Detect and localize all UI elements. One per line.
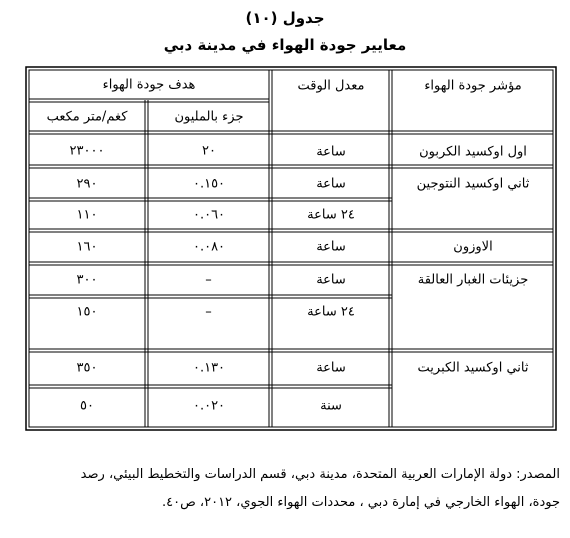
mg-cell: ٣٠٠ [76, 272, 98, 288]
time-cell: سنة [320, 398, 342, 414]
indicator-cell: جزيئات الغبار العالقة [417, 272, 529, 288]
header-air-quality-target: هدف جودة الهواء [102, 77, 196, 93]
header-indicator: مؤشر جودة الهواء [424, 78, 522, 94]
source-line-2: جودة، الهواء الخارجي في إمارة دبي ، محددات الهواء الجوي، ٢٠١٢، ص٤٠. [161, 495, 560, 510]
indicator-cell: اول اوكسيد الكربون [419, 144, 527, 160]
ppm-cell: ٠.٠٨٠ [192, 239, 226, 255]
time-cell: ساعة [316, 176, 346, 192]
mg-cell: ١٦٠ [76, 239, 98, 255]
time-cell: ساعة [316, 272, 346, 288]
mg-cell: ١١٠ [76, 207, 98, 223]
ppm-cell: ٠.٠٦٠ [192, 207, 226, 223]
mg-cell: ٢٣٠٠٠ [69, 143, 105, 159]
mg-cell: ٥٠ [80, 398, 94, 414]
ppm-cell: ٠.١٥٠ [192, 176, 226, 192]
header-ppm: جزء بالمليون [174, 109, 244, 125]
time-cell: ساعة [316, 239, 346, 255]
header-mg-per-m3: كغم/متر مكعب [46, 109, 128, 125]
header-time-average: معدل الوقت [297, 78, 365, 94]
table-title: معايير جودة الهواء في مدينة دبي [163, 36, 407, 54]
ppm-cell: – [205, 304, 213, 320]
time-cell: ساعة [316, 360, 346, 376]
table-caption-number: جدول (١٠) [245, 9, 325, 27]
indicator-cell: الاوزون [453, 239, 493, 255]
mg-cell: ٢٩٠ [76, 176, 98, 192]
ppm-cell: ٠.٠٢٠ [192, 398, 226, 414]
air-quality-table [25, 66, 557, 431]
indicator-cell: ثاني اوكسيد النتوجين [416, 176, 530, 192]
time-cell: ٢٤ ساعة [307, 207, 355, 223]
mg-cell: ٣٥٠ [76, 360, 98, 376]
ppm-cell: ٠.١٣٠ [192, 360, 226, 376]
ppm-cell: – [205, 272, 213, 288]
source-line-1: المصدر: دولة الإمارات العربية المتحدة، مدينة دبي، قسم الدراسات والتخطيط البيئي، رصد [80, 467, 560, 482]
indicator-cell: ثاني اوكسيد الكبريت [417, 360, 529, 376]
time-cell: ساعة [316, 144, 346, 160]
time-cell: ٢٤ ساعة [307, 304, 355, 320]
ppm-cell: ٢٠ [202, 143, 216, 159]
mg-cell: ١٥٠ [76, 304, 98, 320]
source-citation [25, 461, 560, 517]
